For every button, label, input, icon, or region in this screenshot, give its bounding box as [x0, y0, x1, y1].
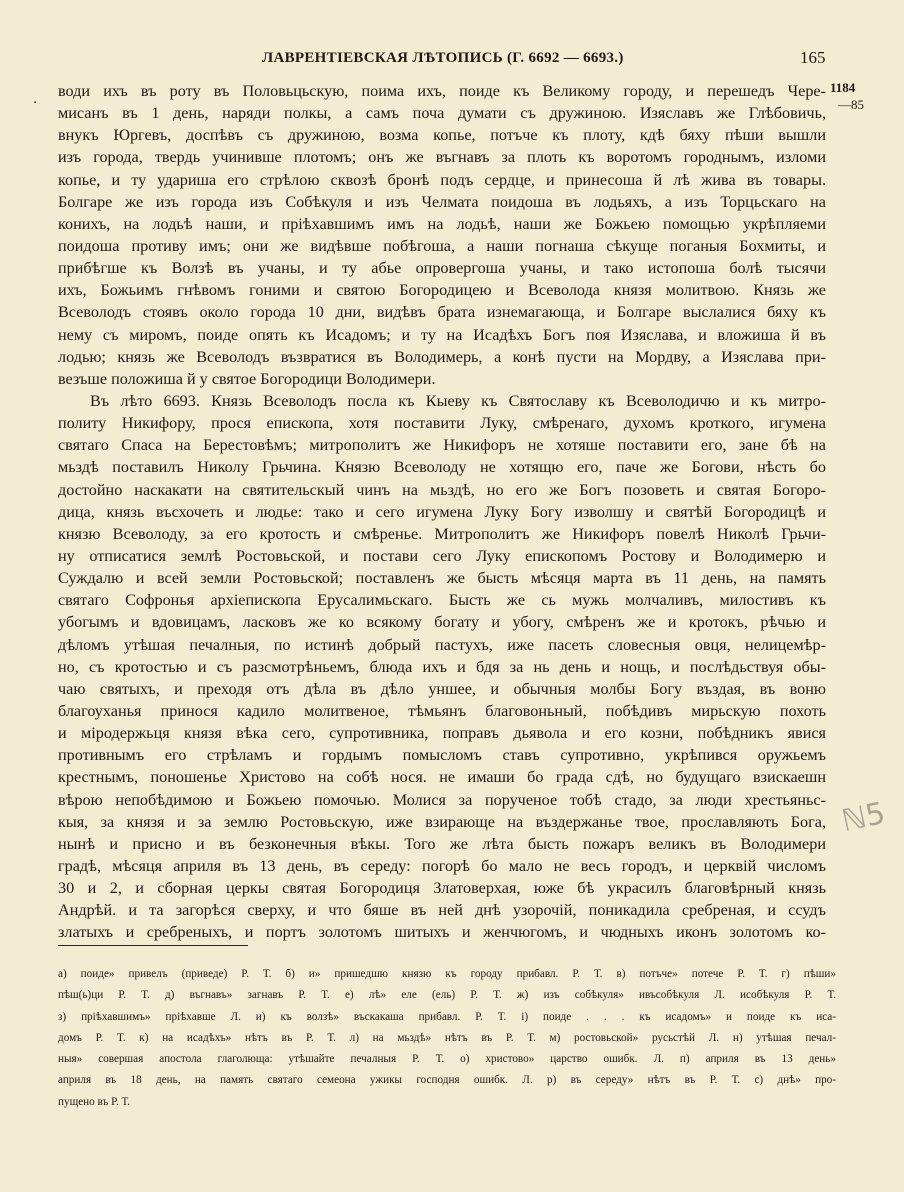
text-line: вѣрою непобѣдимою и Божьею помочью. Молися за порученое тобѣ стадо, за люди хрестьяньс- — [58, 790, 826, 809]
footnote-line: з) пріѣхавшимъ» пріѣхавше Л. и) къ волзѣ» въскакаша прибавл. Р. Т. і) поиде . . . къ исадомъ» и поиде къ иса- — [58, 1010, 836, 1023]
text-line: дѣломъ утѣшая печалныя, по истинѣ добрый пастухъ, иже пасеть словесныя овця, нелицемѣр- — [58, 635, 826, 654]
text-line: Суждалю и всей земли Ростовьской; поставленъ же бысть мѣсяця марта въ 11 день, на память — [58, 569, 826, 588]
text-line: ну отписатися землѣ Ростовьской, и постави сего Луку епископомъ Ростову и Володимерю и — [58, 546, 826, 565]
footnotes — [58, 964, 836, 1113]
text-line: градѣ, мѣсяця априля въ 13 день, въ середу: погорѣ бо мало не весь городъ, и церквій числомъ — [58, 856, 826, 875]
text-line: ихъ, Божьимъ гнѣвомъ гоними и святою Богородицею и Всеволода князя молитвою. Князь же — [58, 281, 826, 300]
pencil-marginal-note: ℕ5 — [838, 795, 889, 840]
text-line: благоуханья принося кадило молитвеное, тѣмьянъ благовоньный, побѣдивъ мирьскую похоть — [58, 701, 826, 720]
text-line: князю Всеволоду, за его кротость и смѣренье. Митрополитъ же Никифоръ повелѣ Николѣ Грьчи- — [58, 524, 826, 543]
text-line: достойно наскакати на святительскый чинъ на мьздѣ, но его же Богъ позоветь и святая Богоро- — [58, 480, 826, 499]
footnote-line: пущено въ Р. Т. — [58, 1095, 131, 1108]
text-line: води ихъ въ роту въ Половьцьскую, поима ихъ, поиде къ Великому городу, и перешедъ Чере- — [58, 82, 826, 100]
text-line: и міродержьця князя вѣка сего, супротивника, поправъ дьявола и его козни, побѣдникъ явися — [58, 724, 826, 743]
text-line: противнымъ его стрѣламъ и гордымъ помысломъ ставъ супротивно, укрѣпився оружьемъ — [58, 746, 826, 765]
text-line: чаю святыхъ, и преходя отъ дѣла въ дѣло уншее, и обычныя молбы Богу въздая, въ воню — [58, 679, 826, 698]
text-line: копье, и ту удариша его стрѣлою сквозѣ бронѣ подъ сердце, и принесоша й лѣ жива въ товары. — [58, 170, 826, 189]
text-line: убогымъ и вдовицамъ, ласковъ же ко всякому богату и убогу, смѣренъ же и кротокъ, рѣчью и — [58, 613, 826, 632]
margin-year-start: 1184 — [830, 80, 856, 95]
text-line: конихъ, на лодьѣ наши, и пріѣхавшимъ имъ на лодьѣ, наши же Божьею помощью укрѣпляеми — [58, 214, 826, 233]
page-number: 165 — [800, 48, 826, 67]
text-line: святаго Софронья архіепископа Ерусалимьскаго. Бысть же сь мужь молчаливъ, милостивъ къ — [58, 591, 826, 610]
footnote-line: домъ Р. Т. к) на исадѣхъ» нѣтъ въ Р. Т. л) на мьздѣ» нѣтъ въ Р. Т. м) ростовьской» русьстѣй Л. н) утѣшая печал- — [58, 1031, 836, 1044]
text-line: крестнымъ, поношенье Христово на собѣ нося. не имаши бо града сдѣ, но будущаго взискаешн — [58, 768, 826, 787]
text-line: Въ лѣто 6693. Князь Всеволодъ посла къ Кыеву къ Святославу къ Всеволодичю и къ митро- — [90, 391, 826, 410]
running-head: ЛАВРЕНТІЕВСКАЯ ЛѢТОПИСЬ (Г. 6692 — 6693.) — [262, 50, 624, 66]
text-line: Андрѣй. и та загорѣся сверху, и что бяше въ ней днѣ узорочій, поникадила сребреная, и ссудъ — [58, 901, 826, 920]
text-line: кыя, за князя и за землю Ростовьскую, иже взирающе на въздержанье твое, прославляють Бога, — [58, 812, 826, 831]
footnote-line: а) поиде» привелъ (приведе) Р. Т. б) и» пришедшю князю къ городу прибавл. Р. Т. в) потъче» потече Р. Т. г) пѣши» — [58, 968, 836, 980]
text-line: мисанъ въ 1 день, наряди полкы, а самъ поча думати съ дружиною. Изяславъ же Глѣбовичь, — [58, 104, 826, 123]
text-line: внукъ Юргевъ, доспѣвъ съ дружиною, возма копье, потъче къ плоту, кдѣ бяху пѣши вышли — [58, 126, 826, 145]
text-line: златыхъ и сребреныхъ, и портъ золотомъ шитыхъ и женчюгомъ, и чюдныхъ иконъ золотомъ ко- — [58, 923, 826, 942]
text-line: 30 и 2, и сборная церкы святая Богородиця Златоверхая, юже бѣ украсилъ благовѣрный князь — [58, 879, 826, 898]
footnote-line: априля въ 18 день, на память святаго семеона ужикы господня ошибк. Л. р) въ середу» нѣтъ въ Р. Т. с) днѣ» про- — [58, 1074, 836, 1087]
text-line: дица, князь въсхочеть и людье: тако и сего игумена Луку Богу изволшу и святѣй Богородицѣ и — [58, 502, 826, 521]
text-line: но, съ кротостью и съ разсмотрѣньемъ, блюда ихъ и бдя за нь день и нощь, и послѣдьствуя обы- — [58, 657, 826, 676]
text-line: нынѣ и присно и въ безконечныя вѣкы. Того же лѣта бысть пожаръ великъ въ Володимери — [58, 834, 826, 853]
text-line: поидоша противу имъ; они же видѣвше побѣгоша, а наши погнаша сѣкуще поганыя Бохмиты, и — [58, 236, 826, 255]
text-line: изъ города, твердь учинивше плотомъ; онъ же въгнавъ за плоть къ воротомъ городнымъ, изломи — [58, 148, 826, 167]
main-text — [58, 80, 826, 943]
footnote-line: пѣш(ь)ци Р. Т. д) въгнавъ» загнавъ Р. Т. е) лѣ» еле (ель) Р. Т. ж) изъ собѣкуля» ивъсобѣкуля Л. исобѣкуля Р. Т. — [58, 989, 836, 1002]
text-line: нему съ миромъ, поиде опять къ Исадомъ; и ту на Исадѣхъ Богъ поя Изяслава, и вложиша й въ — [58, 325, 826, 344]
text-line: прибѣгше къ Волзѣ въ учаны, и ту абье опровергоша учаны, и тако истопоша болѣ тысячи — [58, 259, 826, 278]
margin-dot: . — [33, 92, 38, 107]
margin-year-end: —85 — [838, 97, 864, 112]
text-line: политу Никифору, прося епископа, хотя поставити Луку, смѣренаго, духомъ кроткого, игумена — [58, 414, 826, 433]
text-line: везъше положиша й у святое Богородици Володимери. — [58, 369, 436, 388]
text-line: Всеволодъ стоявъ около города 10 дни, видѣвъ брата изнемагающа, и Болгаре выслалися бяху къ — [58, 303, 826, 322]
text-line: Болгаре же изъ города изъ Собѣкуля и изъ Челмата поидоша въ лодьяхъ, а изъ Торцьскаго на — [58, 192, 826, 211]
text-line: мьздѣ поставилъ Николу Грьчина. Князю Всеволоду не хотящю его, паче же Богови, нѣсть бо — [58, 458, 826, 477]
text-line: лодью; князь же Всеволодъ възвратися въ Володимерь, а конѣ пусти на Мордву, а Изяслава при- — [58, 347, 826, 366]
footnote-line: ныя» совершая апостола глаголюща: утѣшайте печалныя Р. Т. о) христово» царство ошибк. Л. п) априля въ 13 день» — [58, 1053, 836, 1066]
text-line: святаго Спаса на Берестовѣмъ; митрополитъ же Никифоръ не хотяше поставити его, зане бѣ на — [58, 436, 826, 455]
footnote-separator — [58, 945, 248, 946]
